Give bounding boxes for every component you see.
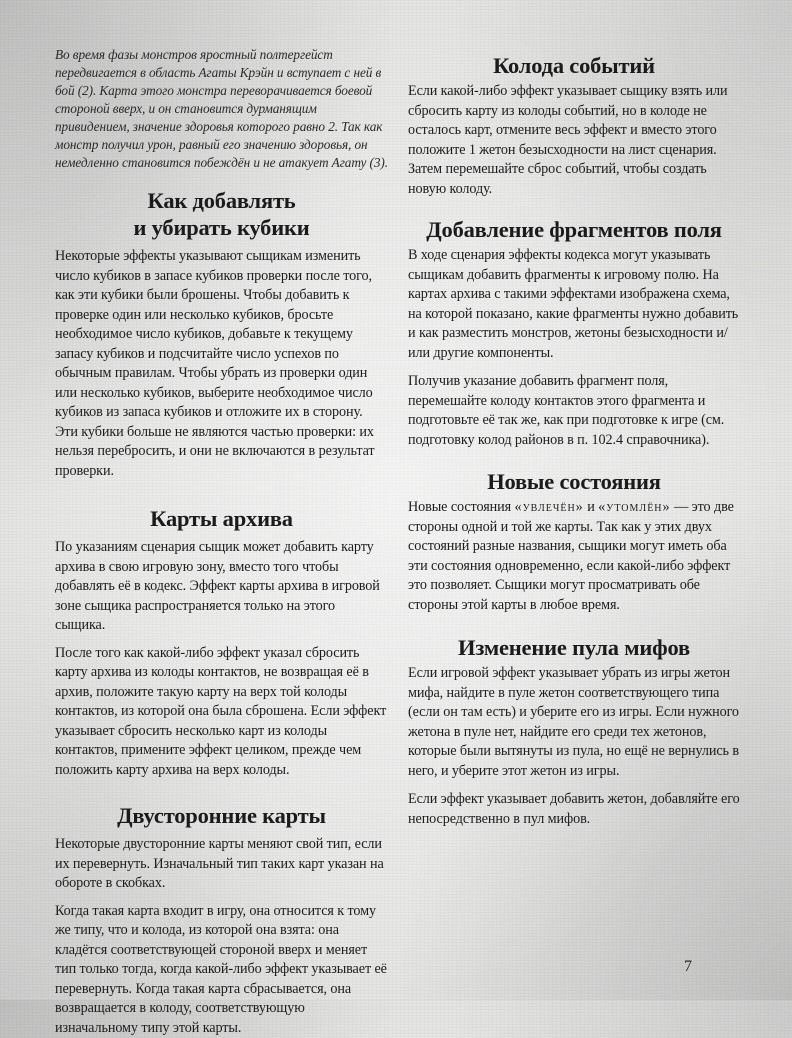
dice-heading	[55, 187, 388, 241]
archive-paragraph-1: По указаниям сценария сыщик может добавить карту архива в свою игровую зону, вместо того чтобы добавлять её в кодекс. Эффект карты архива в игровой зоне сыщика распространяется только на этого сыщика.	[55, 538, 388, 636]
intro-caption: Во время фазы монстров яростный полтергейст передвигается в область Агаты Крэйн и вступает с ней в бой (2). Карта этого монстра переворачивается боевой стороной вверх, и он становится дурманящим привидением, значение здоровья которого равно 2. Так как монстр получил урон, равный его значению здоровья, он немедленно становится побеждён и не атакует Агату (3).	[55, 46, 388, 172]
events-heading: Колода событий	[408, 52, 740, 79]
mythos-paragraph-1: Если игровой эффект указывает убрать из игры жетон мифа, найдите в пуле жетон соответствующего типа (если он там есть) и уберите его из игры. Если нужного жетона в пуле нет, найдите его среди тех жетонов, которые были вытянуты из пула, но ещё не вернулись в него, и уберите этот жетон из игры.	[408, 664, 740, 781]
tiles-paragraph-1: В ходе сценария эффекты кодекса могут указывать сыщикам добавить фрагменты к игровому полю. На картах архива с такими эффектами изображена схема, на которой показано, какие фрагменты нужно добавить и как разместить монстров, жетоны безысходности и/или другие компоненты.	[408, 246, 740, 363]
mythos-heading: Изменение пула мифов	[408, 634, 740, 661]
page-number: 7	[684, 958, 692, 976]
conditions-heading: Новые состояния	[408, 468, 740, 495]
conditions-paragraph: Новые состояния «увлечён» и «утомлён» — это две стороны одной и той же карты. Так как у этих двух состояний разные названия, сыщики могут иметь оба эти состояния одновременно, если какой-либо эффект это позволяет. Сыщики могут просматривать обе стороны этой карты в любое время.	[408, 498, 740, 615]
events-paragraph: Если какой-либо эффект указывает сыщику взять или сбросить карту из колоды событий, но в колоде не осталось карт, отмените весь эффект и вместо этого положите 1 жетон безысходности на лист сценария. Затем перемешайте сброс событий, чтобы создать новую колоду.	[408, 82, 740, 199]
double-sided-paragraph-1: Некоторые двусторонние карты меняют свой тип, если их перевернуть. Изначальный тип таких карт указан на обороте в скобках.	[55, 835, 388, 894]
tiles-heading: Добавление фрагментов поля	[408, 216, 740, 243]
archive-paragraph-2: После того как какой-либо эффект указал сбросить карту архива из колоды контактов, не возвращая её в архив, положите такую карту на верх той колоды контактов, из которой она была сброшена. Если эффект указывает сбросить несколько карт из колоды контактов, примените эффект целиком, прежде чем положить карту архива на верх колоды.	[55, 644, 388, 781]
dice-paragraph: Некоторые эффекты указывают сыщикам изменить число кубиков в запасе кубиков проверки после того, как эти кубики были брошены. Чтобы добавить к проверке один или несколько кубиков, бросьте необходимое число кубиков, добавьте к текущему запасу кубиков и подсчитайте число успехов по обычным правилам. Чтобы убрать из проверки один или несколько кубиков, выберите необходимое число кубиков из запаса кубиков и отложите их в сторону. Эти кубики больше не являются частью проверки: их нельзя перебросить, и они не включаются в результат проверки.	[55, 247, 388, 481]
archive-heading: Карты архива	[55, 505, 388, 532]
left-column	[55, 0, 388, 1038]
tiles-paragraph-2: Получив указание добавить фрагмент поля, перемешайте колоду контактов этого фрагмента и подготовьте её так же, как при подготовке к игре (см. подготовку колод районов в п. 102.4 справочника).	[408, 372, 740, 450]
dice-heading-line1: Как добавлять	[148, 188, 296, 213]
term-engrossed: «увлечён»	[514, 499, 583, 515]
double-sided-heading: Двусторонние карты	[55, 802, 388, 829]
term-exhausted: «утомлён»	[598, 499, 670, 515]
right-column	[408, 0, 740, 829]
mythos-paragraph-2: Если эффект указывает добавить жетон, добавляйте его непосредственно в пул мифов.	[408, 790, 740, 829]
double-sided-paragraph-2: Когда такая карта входит в игру, она относится к тому же типу, что и колода, из которой она взята: она кладётся соответствующей стороной вверх и меняет тип только тогда, когда какой-либо эффект указывает её перевернуть. Когда такая карта сбрасывается, она возвращается в колоду, соответствующую изначальному типу этой карты.	[55, 902, 388, 1038]
dice-heading-line2: и убирать кубики	[133, 215, 309, 240]
